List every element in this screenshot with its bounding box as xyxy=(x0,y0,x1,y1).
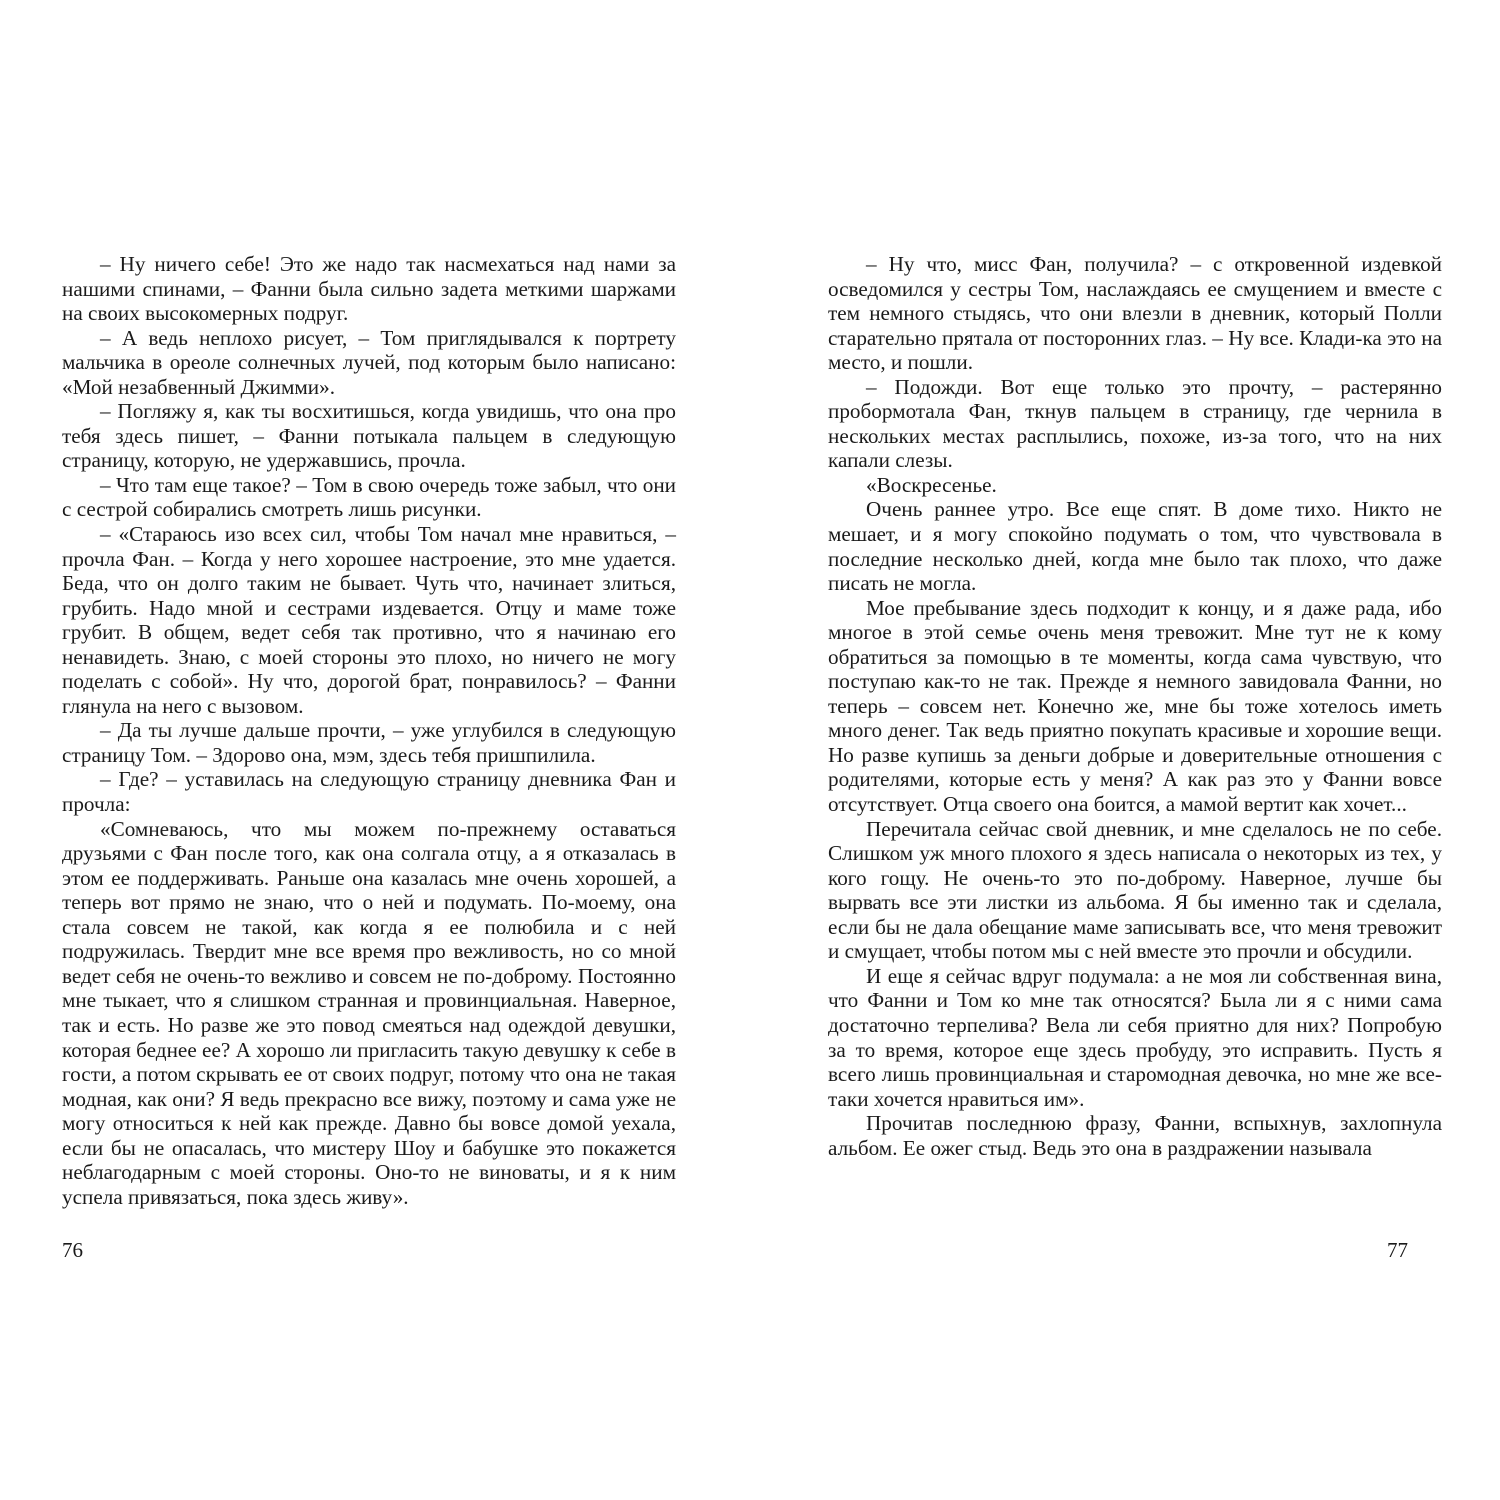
page-number-right: 77 xyxy=(1387,1238,1408,1262)
paragraph: Очень раннее утро. Все еще спят. В доме тихо. Никто не мешает, и я могу спокойно подумать о том, что чувствовала в последние несколько дней, когда мне было так плохо, что даже писать не могла. xyxy=(828,497,1442,596)
paragraph: – Что там еще такое? – Том в свою очередь тоже забыл, что они с сестрой собирались смотреть лишь рисунки. xyxy=(62,472,676,522)
paragraph: «Воскресенье. xyxy=(866,472,997,497)
page-number-left: 76 xyxy=(62,1238,83,1262)
paragraph: – Да ты лучше дальше прочти, – уже углубился в следующую страницу Том. – Здорово она, мэм, здесь тебя пришпилила. xyxy=(62,718,676,767)
paragraph: – Ну ничего себе! Это же надо так насмехаться над нами за нашими спинами, – Фанни была сильно задета меткими шаржами на своих высокомерных подруг. xyxy=(62,252,676,326)
paragraph: – «Стараюсь изо всех сил, чтобы Том начал мне нравиться, – прочла Фан. – Когда у него хорошее настроение, это мне удается. Беда, что он долго таким не бывает. Чуть что, начинает злиться, грубить. Надо мной и сестрами издевается. Отцу и маме тоже грубит. В общем, ведет себя так противно, что я начинаю его ненавидеть. Знаю, с моей стороны это плохо, но ничего не могу поделать с собой». Ну что, дорогой брат, понравилось? – Фанни глянула на него с вызовом. xyxy=(62,522,676,718)
paragraph: – Ну что, мисс Фан, получила? – с откровенной издевкой осведомился у сестры Том, наслаждаясь ее смущением и вместе с тем немного стыдясь, что они влезли в дневник, который Полли старательно прятала от посторонних глаз. – Ну все. Клади-ка это на место, и пошли. xyxy=(828,252,1442,375)
paragraph: – Подожди. Вот еще только это прочту, – растерянно пробормотала Фан, ткнув пальцем в страницу, где чернила в нескольких местах расплылись, похоже, из-за того, что на них капали слезы. xyxy=(828,374,1442,473)
paragraph: – Где? – уставилась на следующую страницу дневника Фан и прочла: xyxy=(62,767,676,817)
paragraph: Перечитала сейчас свой дневник, и мне сделалось не по себе. Слишком уж много плохого я здесь написала о некоторых из тех, у кого гощу. Не очень-то это по-доброму. Наверное, лучше бы вырвать все эти листки из альбома. Я бы именно так и сделала, если бы не дала обещание маме записывать все, что меня тревожит и смущает, чтобы потом мы с ней вместе это прочли и обсудили. xyxy=(828,816,1442,964)
right-page-text xyxy=(828,252,1442,1160)
paragraph: Мое пребывание здесь подходит к концу, и я даже рада, ибо многое в этой семье очень меня тревожит. Мне тут не к кому обратиться за помощью в те моменты, когда сама чувствую, что поступаю как-то не так. Прежде я немного завидовала Фанни, но теперь – совсем нет. Конечно же, мне бы тоже хотелось иметь много денег. Так ведь приятно покупать красивые и хорошие вещи. Но разве купишь за деньги добрые и доверительные отношения с родителями, которые есть у меня? А как раз это у Фанни вовсе отсутствует. Отца своего она боится, а мамой вертит как хочет... xyxy=(828,595,1442,817)
paragraph: – Погляжу я, как ты восхитишься, когда увидишь, что она про тебя здесь пишет, – Фанни потыкала пальцем в следующую страницу, которую, не удержавшись, прочла. xyxy=(62,399,676,473)
paragraph: – А ведь неплохо рисует, – Том приглядывался к портрету мальчика в ореоле солнечных лучей, под которым было написано: «Мой незабвенный Джимми». xyxy=(62,325,676,399)
paragraph: И еще я сейчас вдруг подумала: а не моя ли собственная вина, что Фанни и Том ко мне так относятся? Была ли я с ними сама достаточно терпелива? Вела ли себя приятно для них? Попробую за то время, которое еще здесь пробуду, это исправить. Пусть я всего лишь провинциальная и старомодная девочка, но мне же все-таки хочется нравиться им». xyxy=(828,963,1442,1111)
paragraph: Прочитав последнюю фразу, Фанни, вспыхнув, захлопнула альбом. Ее ожег стыд. Ведь это она в раздражении называла xyxy=(828,1111,1442,1160)
paragraph: «Сомневаюсь, что мы можем по-прежнему оставаться друзьями с Фан после того, как она солгала отцу, а я отказалась в этом ее поддерживать. Раньше она казалась мне очень хорошей, а теперь вот прямо не знаю, что о ней и подумать. По-моему, она стала совсем не такой, как когда я ее полюбила и с ней подружилась. Твердит мне все время про вежливость, но со мной ведет себя не очень-то вежливо и совсем не по-доброму. Постоянно мне тыкает, что я слишком странная и провинциальная. Наверное, так и есть. Но разве же это повод смеяться над одеждой девушки, которая беднее ее? А хорошо ли пригласить такую девушку к себе в гости, а потом скрывать ее от своих подруг, потому что она не такая модная, как они? Я ведь прекрасно все вижу, поэтому и сама уже не могу относиться к ней как прежде. Давно бы вовсе домой уехала, если бы не опасалась, что мистеру Шоу и бабушке это покажется неблагодарным с моей стороны. Оно-то не виноваты, и я к ним успела привязаться, пока здесь живу». xyxy=(62,816,676,1209)
left-page-text xyxy=(62,252,676,1209)
